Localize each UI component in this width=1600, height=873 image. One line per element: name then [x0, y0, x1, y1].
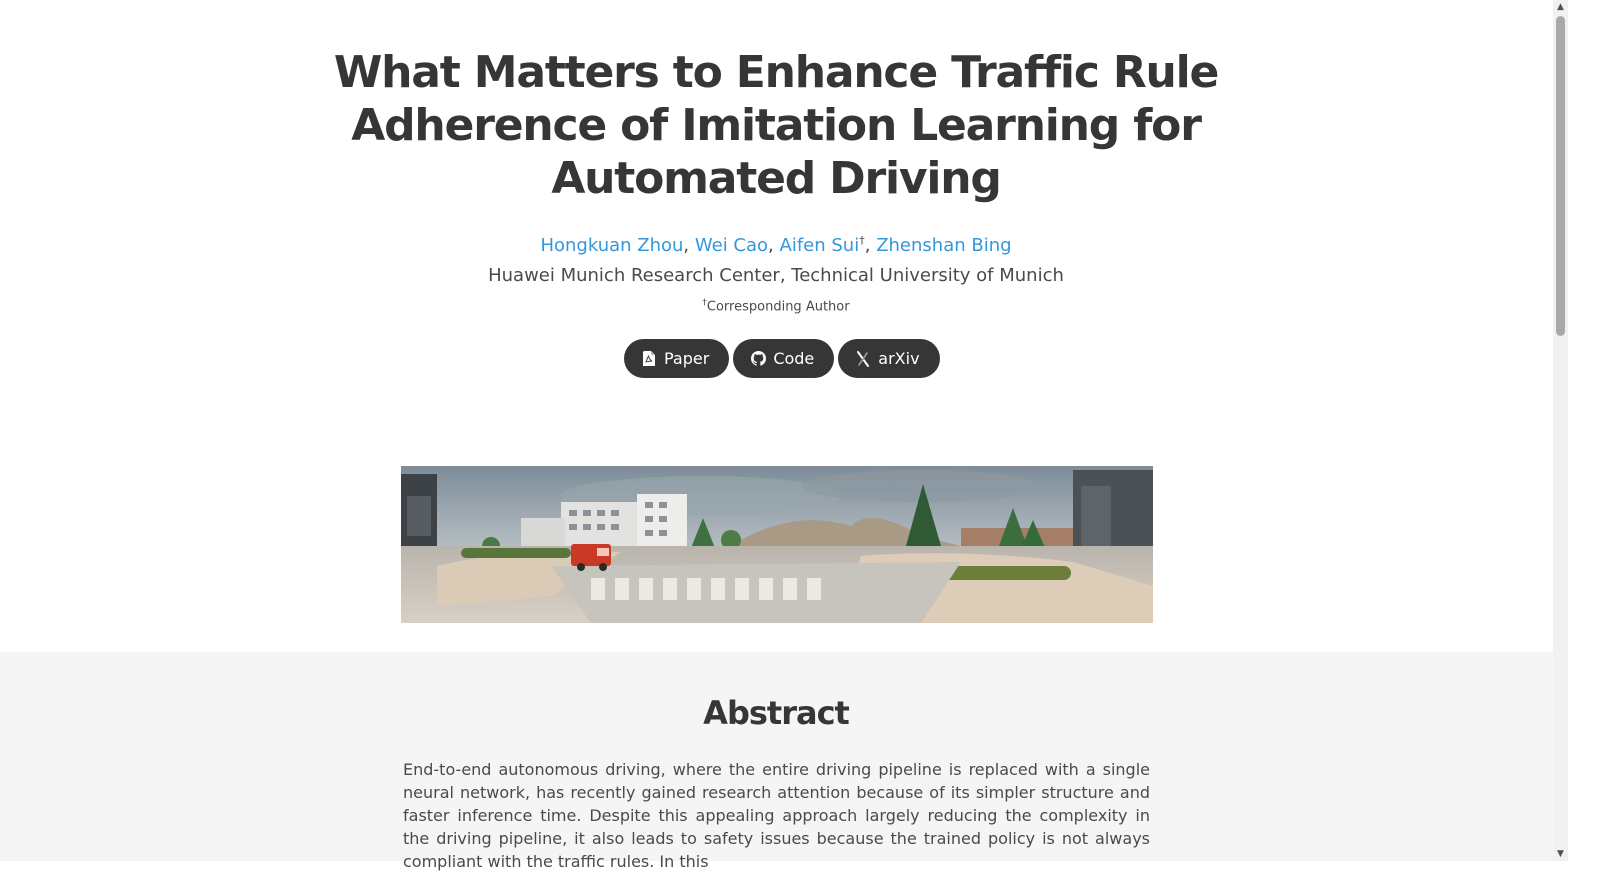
paper-button-label: Paper	[664, 349, 710, 368]
vertical-scrollbar[interactable]	[1553, 0, 1568, 861]
file-pdf-icon	[642, 351, 656, 367]
author-link[interactable]: Zhenshan Bing	[876, 235, 1012, 256]
driving-scene-image	[401, 466, 1153, 623]
code-button[interactable]	[733, 339, 834, 378]
page-title: What Matters to Enhance Traffic Rule Adherence of Imitation Learning for Automated Driving	[333, 47, 1219, 204]
github-icon	[751, 351, 765, 367]
abstract-section	[0, 652, 1553, 871]
paper-button[interactable]	[624, 339, 729, 378]
arxiv-icon	[856, 351, 870, 367]
window-edge	[1568, 0, 1600, 861]
scroll-down-arrow-icon[interactable]: ▼	[1557, 849, 1564, 859]
corresponding-mark: †	[859, 234, 865, 247]
scroll-up-arrow-icon[interactable]: ▲	[1557, 2, 1564, 12]
arxiv-button[interactable]	[838, 339, 939, 378]
corresponding-note: †Corresponding Author	[702, 298, 850, 315]
abstract-heading: Abstract	[703, 694, 849, 732]
teaser-video[interactable]	[401, 466, 1153, 623]
abstract-text: End-to-end autonomous driving, where the entire driving pipeline is replaced with a single neural network, has recently gained research attention because of its simpler structure and faster inference time. Despite this appealing approach largely reducing the complexity in the driving pipeline, it also leads to safety issues because the trained policy is not always compliant with the traffic rules. In this	[403, 760, 1150, 871]
author-link[interactable]: Wei Cao	[694, 235, 769, 256]
code-button-label: Code	[773, 349, 815, 368]
affiliation: Huawei Munich Research Center, Technical University of Munich	[488, 265, 1064, 286]
author-list: Hongkuan Zhou, Wei Cao, Aifen Sui†, Zhenshan Bing	[540, 234, 1012, 256]
author-link[interactable]: Hongkuan Zhou	[540, 235, 684, 256]
link-buttons	[624, 339, 940, 378]
scroll-thumb[interactable]	[1556, 16, 1565, 336]
author-link[interactable]: Aifen Sui	[779, 235, 860, 256]
arxiv-button-label: arXiv	[878, 349, 920, 368]
